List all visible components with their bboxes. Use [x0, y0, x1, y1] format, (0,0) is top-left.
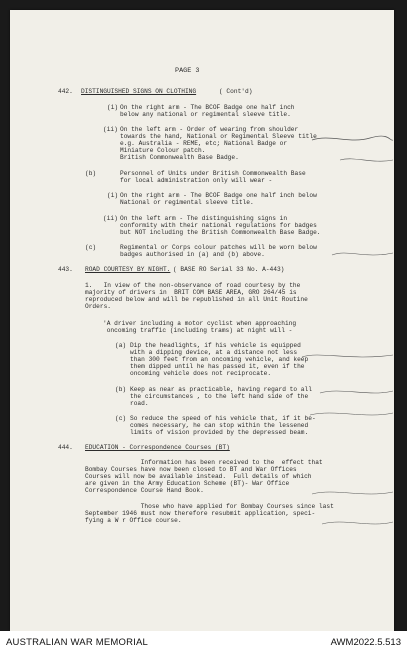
section-443-heading: ROAD COURTESY BY NIGHT. [85, 266, 171, 273]
item-line: with a dipping device, at a distance not less [130, 349, 298, 356]
item-line: British Commonwealth Base Badge. [120, 154, 239, 161]
item-marker: (ii) [103, 126, 118, 133]
footer-institution: AUSTRALIAN WAR MEMORIAL [6, 637, 149, 648]
item-line: oncoming vehicle does not reciprocate. [130, 370, 272, 377]
item-line: Miniature Colour patch. [120, 147, 206, 154]
paragraph-line: 1. In view of the non-observance of road courtesy by the [85, 282, 301, 289]
item-line: them dipped until he has passed it, even if the [130, 363, 305, 370]
paragraph-line: majority of drivers in BRIT COM BASE AREA, GRO 264/45 is [85, 289, 297, 296]
pen-annotation-mark [300, 345, 394, 425]
footer-accession-number: AWM2022.5.513 [330, 637, 401, 648]
item-marker: (ii) [103, 215, 118, 222]
paragraph-line: fying a W r Office course. [85, 517, 182, 524]
section-442-heading: DISTINGUISHED SIGNS ON CLOTHING [81, 88, 197, 95]
paragraph-line: Those who have applied for Bombay Courses since last [85, 503, 334, 510]
section-443-number: 443. [58, 266, 73, 273]
quote-line: 'A driver including a motor cyclist when approaching [103, 320, 297, 327]
item-line: National or regimental sleeve title. [120, 199, 254, 206]
section-444-heading: EDUCATION - Correspondence Courses (BT) [85, 444, 230, 451]
section-442-number: 442. [58, 88, 73, 95]
archive-footer [0, 631, 407, 653]
document-page [10, 10, 394, 631]
item-line: On the left arm - The distinguishing signs in [120, 215, 288, 222]
item-line: below any national or regimental sleeve title. [120, 111, 291, 118]
page-number: PAGE 3 [175, 67, 200, 75]
item-line: On the right arm - The BCOF Badge one half inch below [120, 192, 317, 199]
item-line: than 300 feet from an oncoming vehicle, and keep [130, 356, 309, 363]
paragraph-line: September 1946 must now therefore resubmit application, speci- [85, 510, 316, 517]
paragraph-line: Information has been received to the effect that [85, 459, 323, 466]
item-line: Personnel of Units under British Commonwealth Base [120, 170, 306, 177]
item-line: e.g. Australia - REME, etc; National Badge or [120, 140, 288, 147]
item-line: for local administration only will wear - [120, 177, 273, 184]
item-line: On the right arm - The BCOF Badge one half inch [120, 104, 295, 111]
item-line: but NOT including the British Commonwealth Base Badge. [120, 229, 321, 236]
item-line: conformity with their national regulations for badges [120, 222, 317, 229]
quote-line: oncoming traffic (including trams) at night will - [103, 327, 293, 334]
pen-annotation-mark [310, 480, 394, 540]
pen-annotation-mark [330, 245, 394, 275]
item-line: badges authorised in (a) and (b) above. [120, 251, 265, 258]
section-444-number: 444. [58, 444, 73, 451]
item-line: Keep as near as practicable, having regard to all [130, 386, 312, 393]
section-443-reference: ( BASE RO Serial 33 No. A-443) [173, 266, 285, 273]
paragraph-line: reproduced below and will be republished in all Unit Routine [85, 296, 308, 303]
paragraph-line: Courses will now be available instead. Full details of which [85, 473, 312, 480]
section-442-heading-suffix: ( Cont'd) [219, 88, 253, 95]
item-line: road. [130, 400, 149, 407]
item-line: limits of vision provided by the depressed beam. [130, 429, 309, 436]
item-line: So reduce the speed of his vehicle that, if it be- [130, 415, 316, 422]
item-marker: (c) [115, 415, 127, 422]
item-marker: (i) [107, 104, 119, 111]
item-line: On the left arm - Order of wearing from shoulder [120, 126, 299, 133]
item-marker: (c) [85, 244, 97, 251]
item-marker: (b) [115, 386, 127, 393]
item-marker: (a) [115, 342, 127, 349]
item-line: Dip the headlights, if his vehicle is equipped [130, 342, 301, 349]
paragraph-line: Orders. [85, 303, 111, 310]
item-line: towards the hand, National or Regimental Sleeve title [120, 133, 317, 140]
pen-annotation-mark [310, 120, 394, 180]
paragraph-line: are given in the Army Education Scheme (BT)- War Office [85, 480, 290, 487]
item-line: the circumstances , to the left hand side of the [130, 393, 309, 400]
item-marker: (b) [85, 170, 97, 177]
item-line: comes necessary, he can stop within the lessened [130, 422, 309, 429]
item-line: Regimental or Corps colour patches will be worn below [120, 244, 317, 251]
item-marker: (i) [107, 192, 119, 199]
paragraph-line: Correspondence Course Hand Book. [85, 487, 204, 494]
paragraph-line: Bombay Courses have now been closed to BT and War Offices [85, 466, 297, 473]
